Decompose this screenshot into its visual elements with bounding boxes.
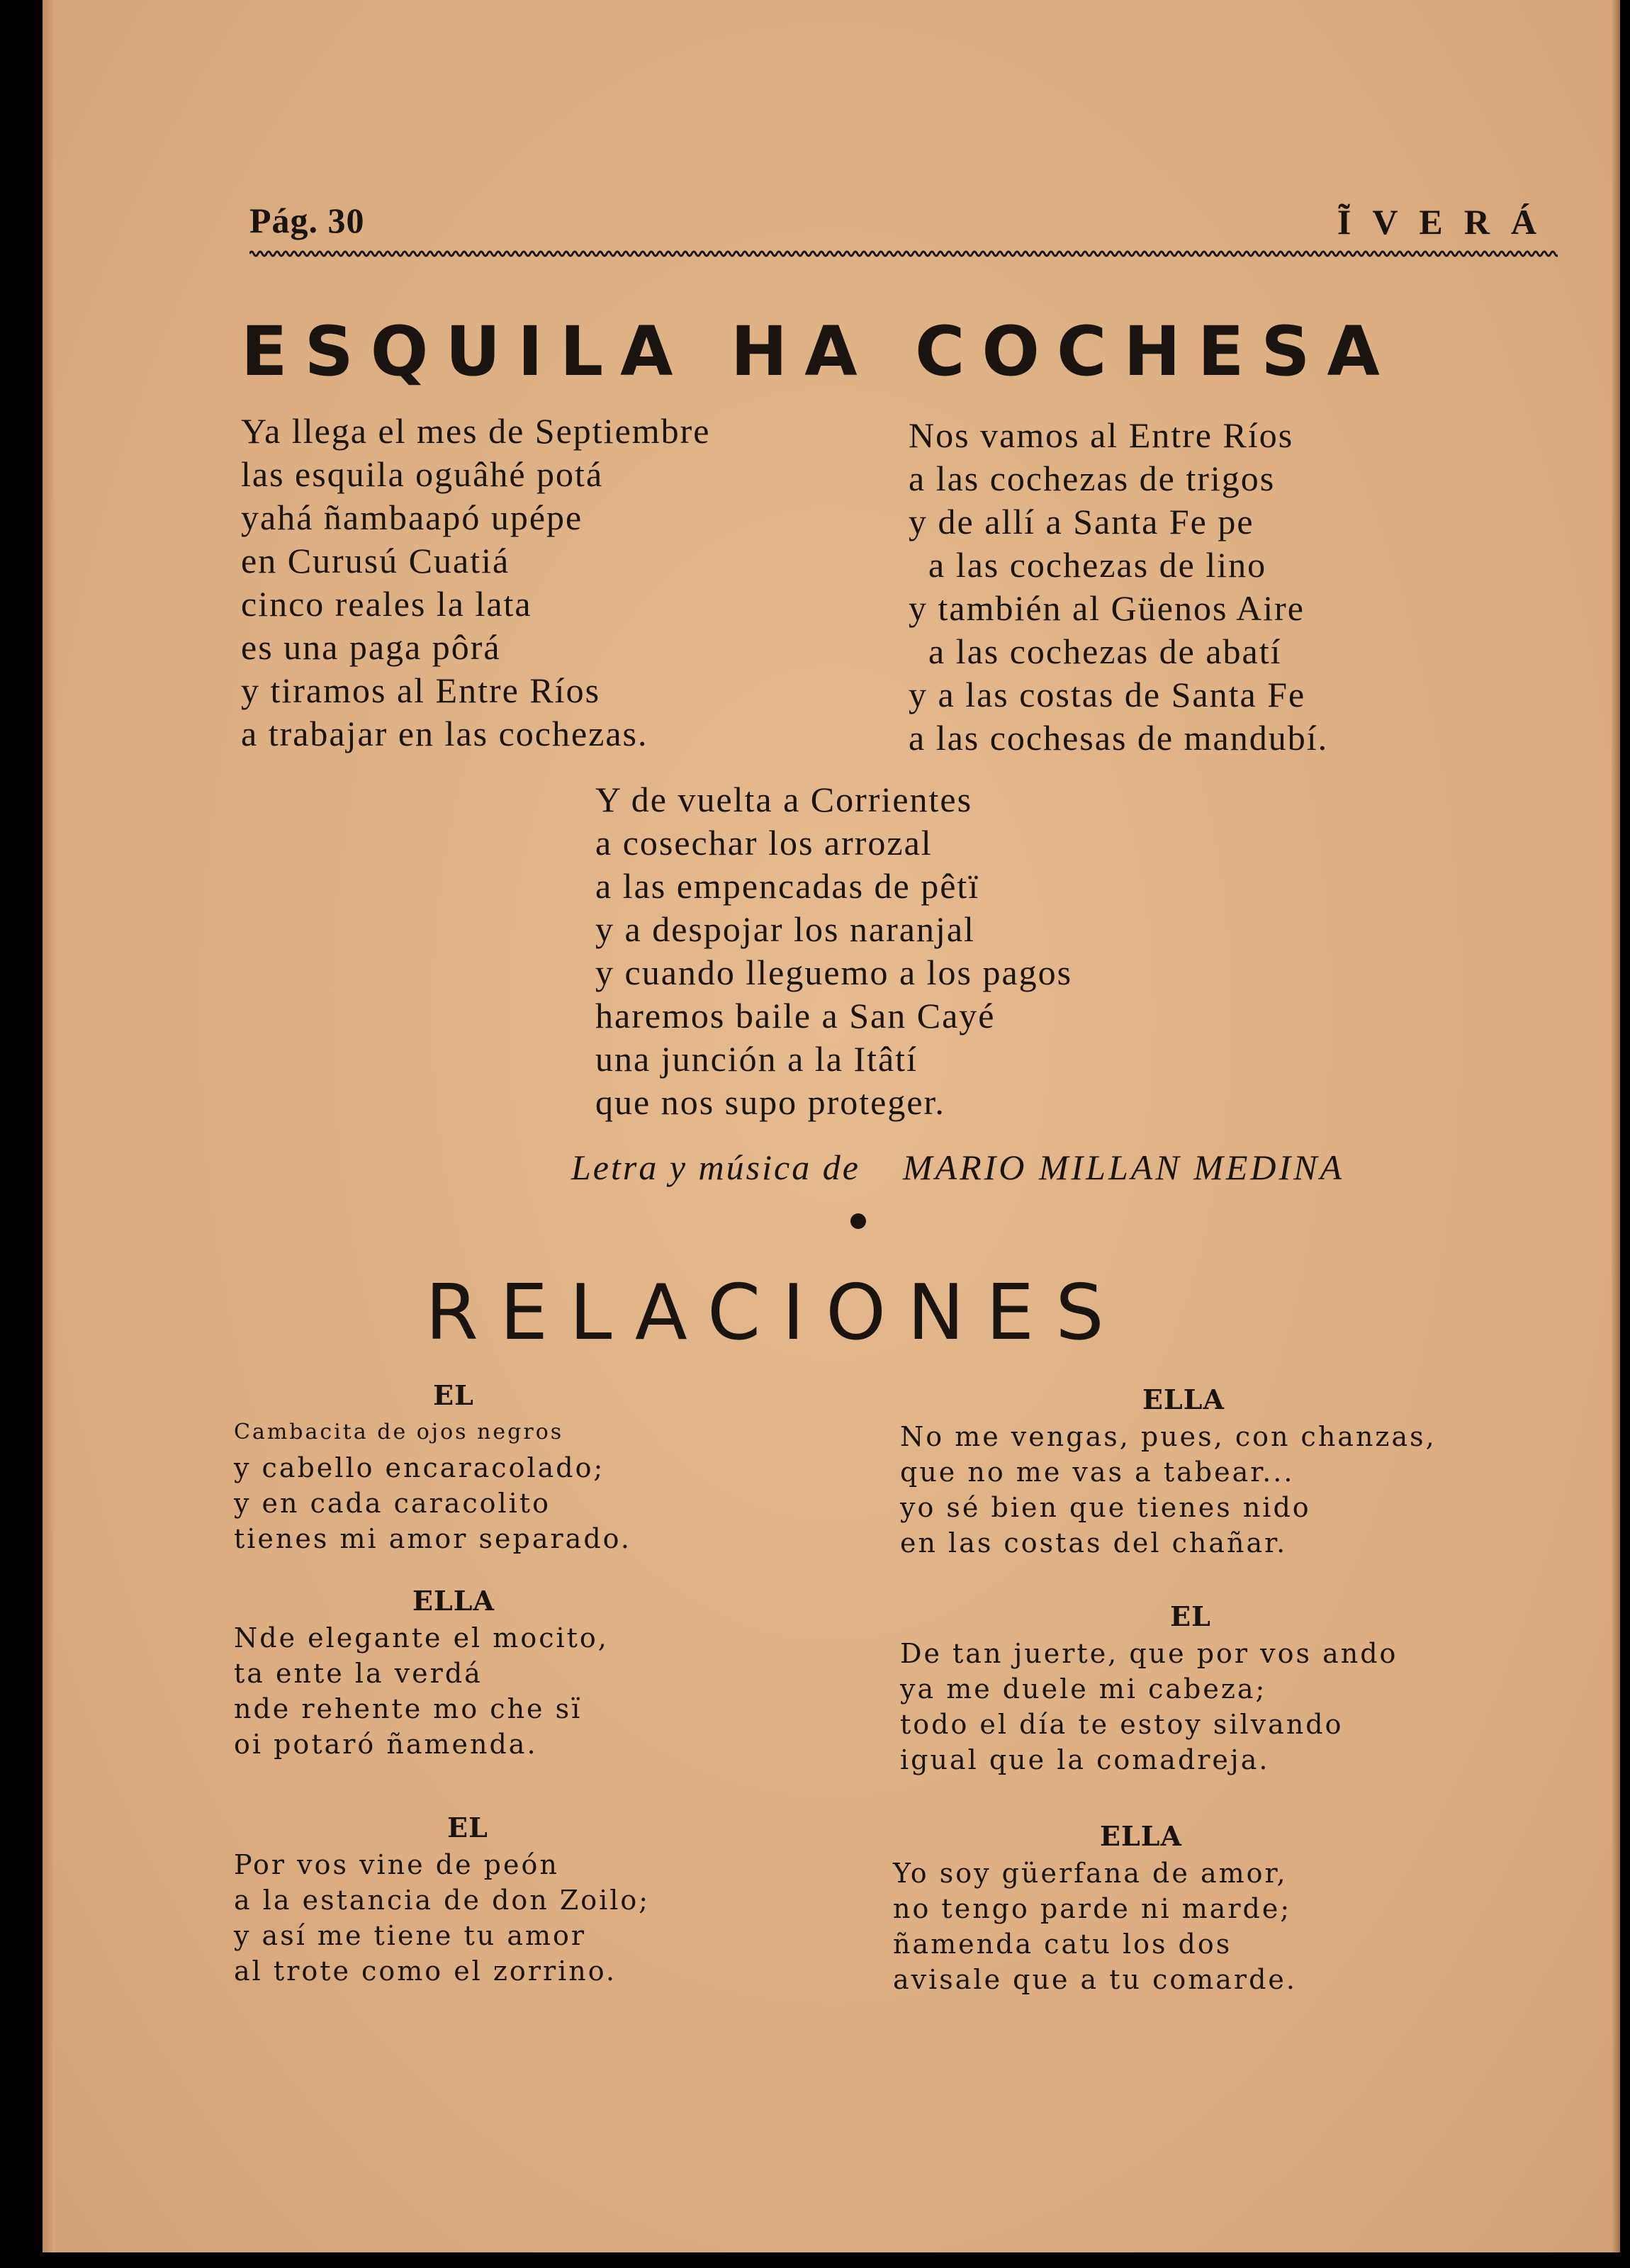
stanza-left-1 [234,1378,673,1556]
magazine-page [43,0,1620,2252]
verse-line: y tiramos al Entre Ríos [241,670,601,710]
verse-3 [595,778,1072,1124]
stanza-line: yo sé bien que tienes nido [900,1492,1311,1523]
stanza-line: nde rehente mo che sï [234,1693,583,1724]
stanza-left-2 [234,1583,673,1762]
stanza-line: No me vengas, pues, con chanzas, [900,1421,1437,1452]
verse-line: Ya llega el mes de Septiembre [241,411,711,451]
verse-line: Y de vuelta a Corrientes [595,780,973,819]
page-header [249,200,1558,257]
speaker-label: EL [433,1379,474,1411]
speaker-label: ELLA [1100,1820,1182,1852]
stanza-line: y así me tiene tu amor [234,1920,587,1951]
stanza-line: y cabello encaracolado; [234,1452,605,1483]
stanza-line: De tan juerte, que por vos ando [900,1638,1398,1669]
stanza-right-1 [900,1382,1467,1561]
wavy-rule [249,248,1558,259]
verse-line: a las cochesas de mandubí. [909,718,1329,758]
verse-line: que nos supo proteger. [595,1082,945,1122]
stanza-left-3 [234,1810,702,1989]
verse-2 [909,414,1328,760]
verse-line: a las empencadas de pêtï [595,866,980,906]
verse-line: a trabajar en las cochezas. [241,714,648,753]
song-title: ESQUILA HA COCHESA [241,312,1397,391]
verse-line: y a despojar los naranjal [595,909,975,949]
credit-prefix: Letra y música de [571,1147,860,1187]
stanza-line: Yo soy güerfana de amor, [893,1858,1288,1889]
verse-line: y también al Güenos Aire [909,588,1305,628]
stanza-line: Nde elegante el mocito, [234,1622,609,1654]
verse-line: y a las costas de Santa Fe [909,675,1306,714]
stanza-line: y en cada caracolito [234,1488,551,1519]
verse-line: a las cochezas de lino [928,545,1267,585]
section-divider-dot [850,1213,866,1229]
speaker-label: ELLA [412,1585,495,1617]
stanza-line: tienes mi amor separado. [234,1523,631,1554]
verse-line: haremos baile a San Cayé [595,996,996,1035]
verse-line: las esquila oguâhé potá [241,454,604,494]
verse-line: una junción a la Itâtí [595,1039,918,1079]
credit-author: MARIO MILLAN MEDINA [902,1147,1345,1187]
page-edge [1612,0,1620,2252]
stanza-line: ñamenda catu los dos [893,1929,1232,1960]
stanza-right-2 [900,1599,1481,1778]
stanza-line: avisale que a tu comarde. [893,1964,1297,1995]
stanza-line: que no me vas a tabear... [900,1456,1295,1488]
verse-line: a las cochezas de trigos [909,459,1276,498]
stanza-line: ya me duele mi cabeza; [900,1673,1267,1705]
stanza-line: en las costas del chañar. [900,1527,1288,1559]
stanza-right-3 [893,1819,1389,1997]
verse-line: a cosechar los arrozal [595,823,933,863]
stanza-line: a la estancia de don Zoilo; [234,1885,651,1916]
verse-line: es una paga pôrá [241,627,501,667]
verse-line: Nos vamos al Entre Ríos [909,415,1294,455]
stanza-line: todo el día te estoy silvando [900,1709,1344,1740]
verse-line: y de allí a Santa Fe pe [909,502,1254,541]
speaker-label: EL [1170,1600,1211,1632]
page-number: Pág. 30 [249,201,365,240]
stanza-line: no tengo parde ni marde; [893,1893,1292,1924]
verse-line: a las cochezas de abatí [928,631,1282,671]
speaker-label: EL [447,1812,488,1843]
stanza-line: Por vos vine de peón [234,1849,559,1880]
verse-line: yahá ñambaapó upépe [241,498,583,537]
stanza-line: Cambacita de ojos negros [234,1420,564,1444]
stanza-line: igual que la comadreja. [900,1744,1270,1775]
relaciones-title: RELACIONES [425,1269,1125,1357]
magazine-title: ĨVERÁ [1337,202,1558,242]
song-credit [571,1147,1344,1188]
stanza-line: al trote como el zorrino. [234,1955,617,1987]
verse-1 [241,410,711,756]
stanza-line: ta ente la verdá [234,1658,483,1689]
verse-line: cinco reales la lata [241,584,532,624]
stanza-line: oi potaró ñamenda. [234,1729,538,1760]
page-spine [43,0,55,2252]
verse-line: en Curusú Cuatiá [241,541,510,580]
verse-line: y cuando lleguemo a los pagos [595,953,1073,992]
speaker-label: ELLA [1142,1383,1225,1415]
